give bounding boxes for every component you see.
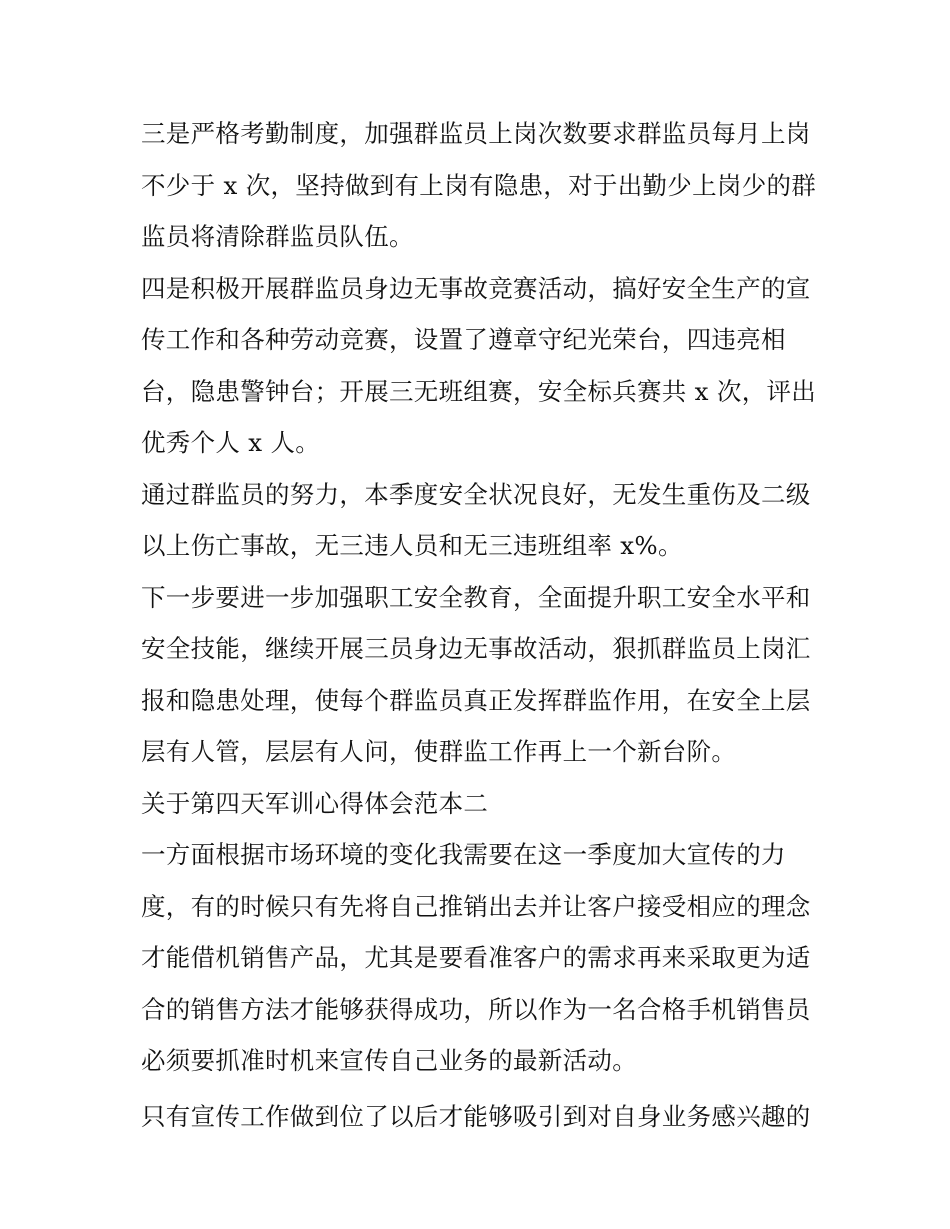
document-body (141, 108, 821, 1142)
text-line: 层有人管，层层有人问，使群监工作再上一个新台阶。 (141, 737, 737, 766)
heading-line: 关于第四天军训心得体会范本二 (141, 788, 489, 818)
text-line: 必须要抓准时机来宣传自己业务的最新活动。 (141, 1046, 637, 1075)
text-line: 报和隐患处理，使每个群监员真正发挥群监作用，在安全上层 (141, 685, 811, 715)
paragraph-results (141, 469, 821, 572)
text-line: 四是积极开展群监员身边无事故竞赛活动，搞好安全生产的宣 (141, 273, 811, 303)
paragraph-competition (141, 263, 821, 469)
text-line: 不少于 x 次，坚持做到有上岗有隐患，对于出勤少上岗少的群 (141, 170, 817, 200)
text-line: 只有宣传工作做到位了以后才能够吸引到对自身业务感兴趣的 (141, 1101, 811, 1131)
text-line: 三是严格考勤制度，加强群监员上岗次数要求群监员每月上岗 (141, 119, 811, 148)
text-line: 通过群监员的努力，本季度安全状况良好，无发生重伤及二级 (141, 479, 811, 509)
text-line: 度，有的时候只有先将自己推销出去并让客户接受相应的理念 (141, 891, 811, 921)
text-line: 以上伤亡事故，无三违人员和无三违班组率 x%。 (141, 531, 683, 560)
text-line: 下一步要进一步加强职工安全教育，全面提升职工安全水平和 (141, 582, 811, 612)
text-line: 才能借机销售产品，尤其是要看准客户的需求再来采取更为适 (141, 943, 811, 972)
section-heading (141, 778, 821, 830)
text-line: 优秀个人 x 人。 (141, 428, 321, 457)
text-line: 一方面根据市场环境的变化我需要在这一季度加大宣传的力 (141, 840, 786, 869)
paragraph-promotion (141, 829, 821, 1087)
text-line: 监员将清除群监员队伍。 (141, 222, 414, 251)
paragraph-attendance (141, 108, 821, 263)
text-line: 合的销售方法才能够获得成功，所以作为一名合格手机销售员 (141, 994, 811, 1024)
text-line: 传工作和各种劳动竞赛，设置了遵章守纪光荣台，四违亮相 (141, 325, 786, 354)
paragraph-next-steps (141, 572, 821, 778)
text-line: 安全技能，继续开展三员身边无事故活动，狠抓群监员上岗汇 (141, 634, 811, 663)
paragraph-publicity (141, 1091, 821, 1143)
text-line: 台，隐患警钟台；开展三无班组赛，安全标兵赛共 x 次，评出 (141, 376, 817, 406)
